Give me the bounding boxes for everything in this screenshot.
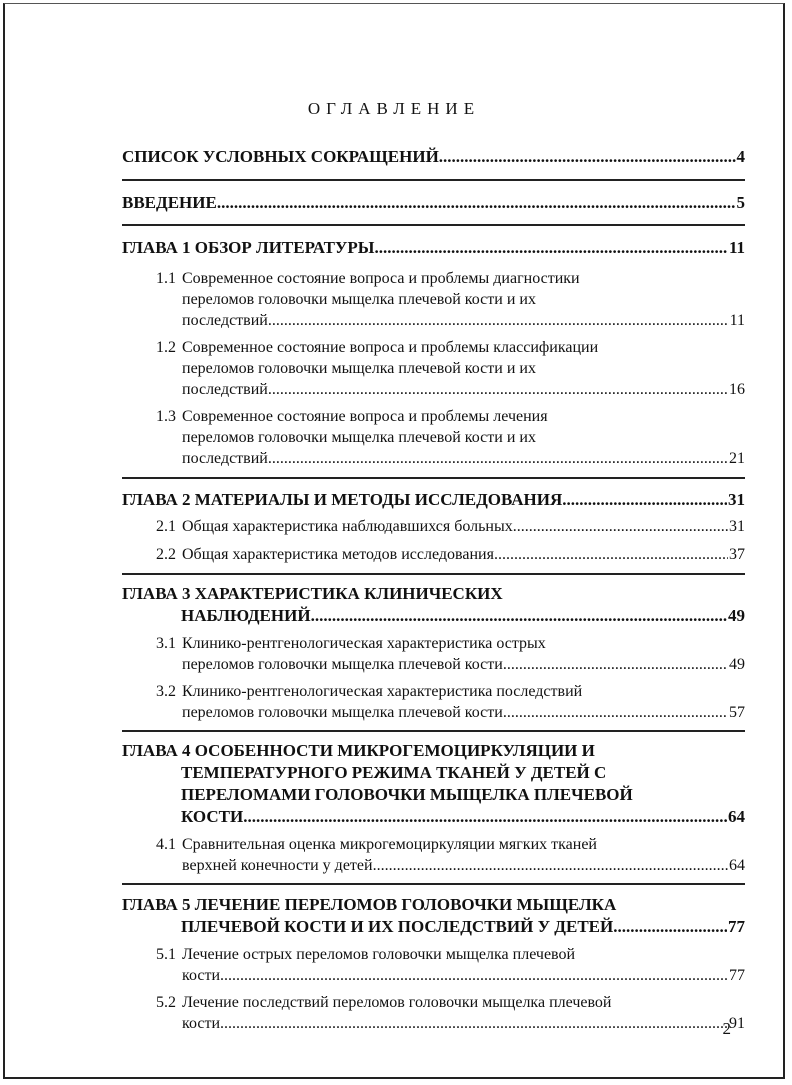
section-number: 1.1 xyxy=(156,270,176,287)
toc-entry-text: ПЛЕЧЕВОЙ КОСТИ И ИХ ПОСЛЕДСТВИЙ У ДЕТЕЙ xyxy=(181,917,614,936)
toc-entry-text: ГЛАВА 5 ЛЕЧЕНИЕ ПЕРЕЛОМОВ ГОЛОВОЧКИ МЫЩЕЛКА xyxy=(122,895,617,914)
section-number: 1.3 xyxy=(156,408,176,425)
section-text-line: Общая характеристика методов исследования xyxy=(182,546,494,563)
divider xyxy=(122,730,745,732)
toc-entry-text: ГЛАВА 2 МАТЕРИАЛЫ И МЕТОДЫ ИССЛЕДОВАНИЯ xyxy=(122,490,563,509)
section-text-line: Лечение острых переломов головочки мыщелка плечевой xyxy=(182,946,576,963)
toc-entry-text: ГЛАВА 1 ОБЗОР ЛИТЕРАТУРЫ xyxy=(122,238,375,257)
section-text-line: Сравнительная оценка микрогемоциркуляции мягких тканей xyxy=(182,836,597,853)
toc-page-number: 77 xyxy=(729,967,745,984)
section-number: 1.2 xyxy=(156,339,176,356)
section-text-line: Современное состояние вопроса и проблемы диагностики xyxy=(182,270,580,287)
section-text-line: Клинико-рентгенологическая характеристика последствий xyxy=(182,683,583,700)
toc-entry-text: КОСТИ xyxy=(181,807,244,826)
section-text-line: переломов головочки мыщелка плечевой кости и их xyxy=(182,429,536,446)
leader-dots xyxy=(217,192,736,214)
section-text-line: Лечение последствий переломов головочки мыщелка плечевой xyxy=(182,994,612,1011)
leader-dots xyxy=(375,237,728,259)
toc-entry-text: ВВЕДЕНИЕ xyxy=(122,193,217,212)
toc-page-number: 4 xyxy=(736,147,745,166)
toc-page-number: 91 xyxy=(729,1015,745,1032)
section-text-line: верхней конечности у детей xyxy=(182,857,373,874)
toc-entry-section-3-2[interactable] xyxy=(122,681,745,723)
section-text-line: Современное состояние вопроса и проблемы лечения xyxy=(182,408,548,425)
toc-entry-section-1-2[interactable] xyxy=(122,337,745,400)
section-text-line: Современное состояние вопроса и проблемы классификации xyxy=(182,339,599,356)
leader-dots xyxy=(220,965,728,986)
section-text-line: переломов головочки мыщелка плечевой кости xyxy=(182,656,503,673)
leader-dots xyxy=(268,310,729,331)
section-number: 5.1 xyxy=(156,946,176,963)
toc-entry-section-5-2[interactable] xyxy=(122,992,745,1034)
section-text-line: кости xyxy=(182,1015,221,1032)
toc-entry-chapter-1[interactable] xyxy=(122,237,745,259)
leader-dots xyxy=(439,146,736,168)
section-text-line: кости xyxy=(182,967,221,984)
toc-entry-chapter-3[interactable] xyxy=(122,583,745,627)
toc-entry-abbreviations[interactable] xyxy=(122,146,745,168)
toc-page-number: 21 xyxy=(729,450,745,467)
divider xyxy=(122,179,745,181)
page-number: 2 xyxy=(722,1019,731,1038)
leader-dots xyxy=(268,448,728,469)
toc-page-number: 64 xyxy=(729,857,745,874)
toc-page-number: 37 xyxy=(729,546,745,563)
section-text-line: переломов головочки мыщелка плечевой кости xyxy=(182,704,503,721)
toc-page-number: 57 xyxy=(729,704,745,721)
leader-dots xyxy=(562,489,727,511)
leader-dots xyxy=(220,1013,728,1034)
toc-entry-introduction[interactable] xyxy=(122,192,745,214)
leader-dots xyxy=(494,544,728,565)
toc-page-number: 16 xyxy=(729,381,745,398)
toc-page-number: 49 xyxy=(729,656,745,673)
toc-entry-section-1-1[interactable] xyxy=(122,268,745,331)
toc-entry-text: ПЕРЕЛОМАМИ ГОЛОВОЧКИ МЫЩЕЛКА ПЛЕЧЕВОЙ xyxy=(181,785,633,804)
section-text-line: последствий xyxy=(182,450,268,467)
toc-entry-section-1-3[interactable] xyxy=(122,406,745,469)
leader-dots xyxy=(311,605,727,627)
page-title: ОГЛАВЛЕНИЕ xyxy=(307,99,481,118)
toc-page-number: 31 xyxy=(728,490,745,509)
section-number: 5.2 xyxy=(156,994,176,1011)
leader-dots xyxy=(513,516,728,537)
leader-dots xyxy=(243,806,727,828)
section-text-line: последствий xyxy=(182,381,268,398)
toc-page-number: 31 xyxy=(729,518,745,535)
toc-entry-text: СПИСОК УСЛОВНЫХ СОКРАЩЕНИЙ xyxy=(122,147,439,166)
leader-dots xyxy=(503,654,728,675)
divider xyxy=(122,883,745,885)
toc-page-number: 49 xyxy=(728,606,745,625)
toc-entry-text: ТЕМПЕРАТУРНОГО РЕЖИМА ТКАНЕЙ У ДЕТЕЙ С xyxy=(181,763,607,782)
divider xyxy=(122,224,745,226)
leader-dots xyxy=(268,379,728,400)
toc-page-number: 11 xyxy=(728,238,745,257)
table-of-contents xyxy=(122,144,745,1034)
toc-entry-text: НАБЛЮДЕНИЙ xyxy=(181,606,311,625)
toc-page-number: 77 xyxy=(728,917,745,936)
toc-entry-chapter-2[interactable] xyxy=(122,489,745,511)
toc-page-number: 11 xyxy=(729,312,745,329)
toc-entry-text: ГЛАВА 3 ХАРАКТЕРИСТИКА КЛИНИЧЕСКИХ xyxy=(122,584,503,603)
leader-dots xyxy=(503,702,728,723)
leader-dots xyxy=(613,916,727,938)
toc-entry-chapter-4[interactable] xyxy=(122,740,745,828)
section-number: 2.2 xyxy=(156,546,176,563)
section-text-line: последствий xyxy=(182,312,268,329)
toc-page-number: 5 xyxy=(736,193,745,212)
divider xyxy=(122,477,745,479)
toc-entry-section-4-1[interactable] xyxy=(122,834,745,876)
toc-entry-section-3-1[interactable] xyxy=(122,633,745,675)
section-text-line: переломов головочки мыщелка плечевой кости и их xyxy=(182,360,536,377)
section-number: 3.1 xyxy=(156,635,176,652)
toc-entry-section-2-2[interactable] xyxy=(122,544,745,565)
toc-entry-section-5-1[interactable] xyxy=(122,944,745,986)
section-number: 2.1 xyxy=(156,518,176,535)
section-text-line: Клинико-рентгенологическая характеристика острых xyxy=(182,635,546,652)
section-text-line: Общая характеристика наблюдавшихся больных xyxy=(182,518,513,535)
leader-dots xyxy=(373,855,728,876)
section-number: 4.1 xyxy=(156,836,176,853)
divider xyxy=(122,573,745,575)
section-number: 3.2 xyxy=(156,683,176,700)
document-page xyxy=(3,3,785,1079)
toc-entry-section-2-1[interactable] xyxy=(122,516,745,537)
toc-entry-text: ГЛАВА 4 ОСОБЕННОСТИ МИКРОГЕМОЦИРКУЛЯЦИИ И xyxy=(122,741,595,760)
section-text-line: переломов головочки мыщелка плечевой кости и их xyxy=(182,291,536,308)
toc-entry-chapter-5[interactable] xyxy=(122,894,745,938)
toc-page-number: 64 xyxy=(728,807,745,826)
